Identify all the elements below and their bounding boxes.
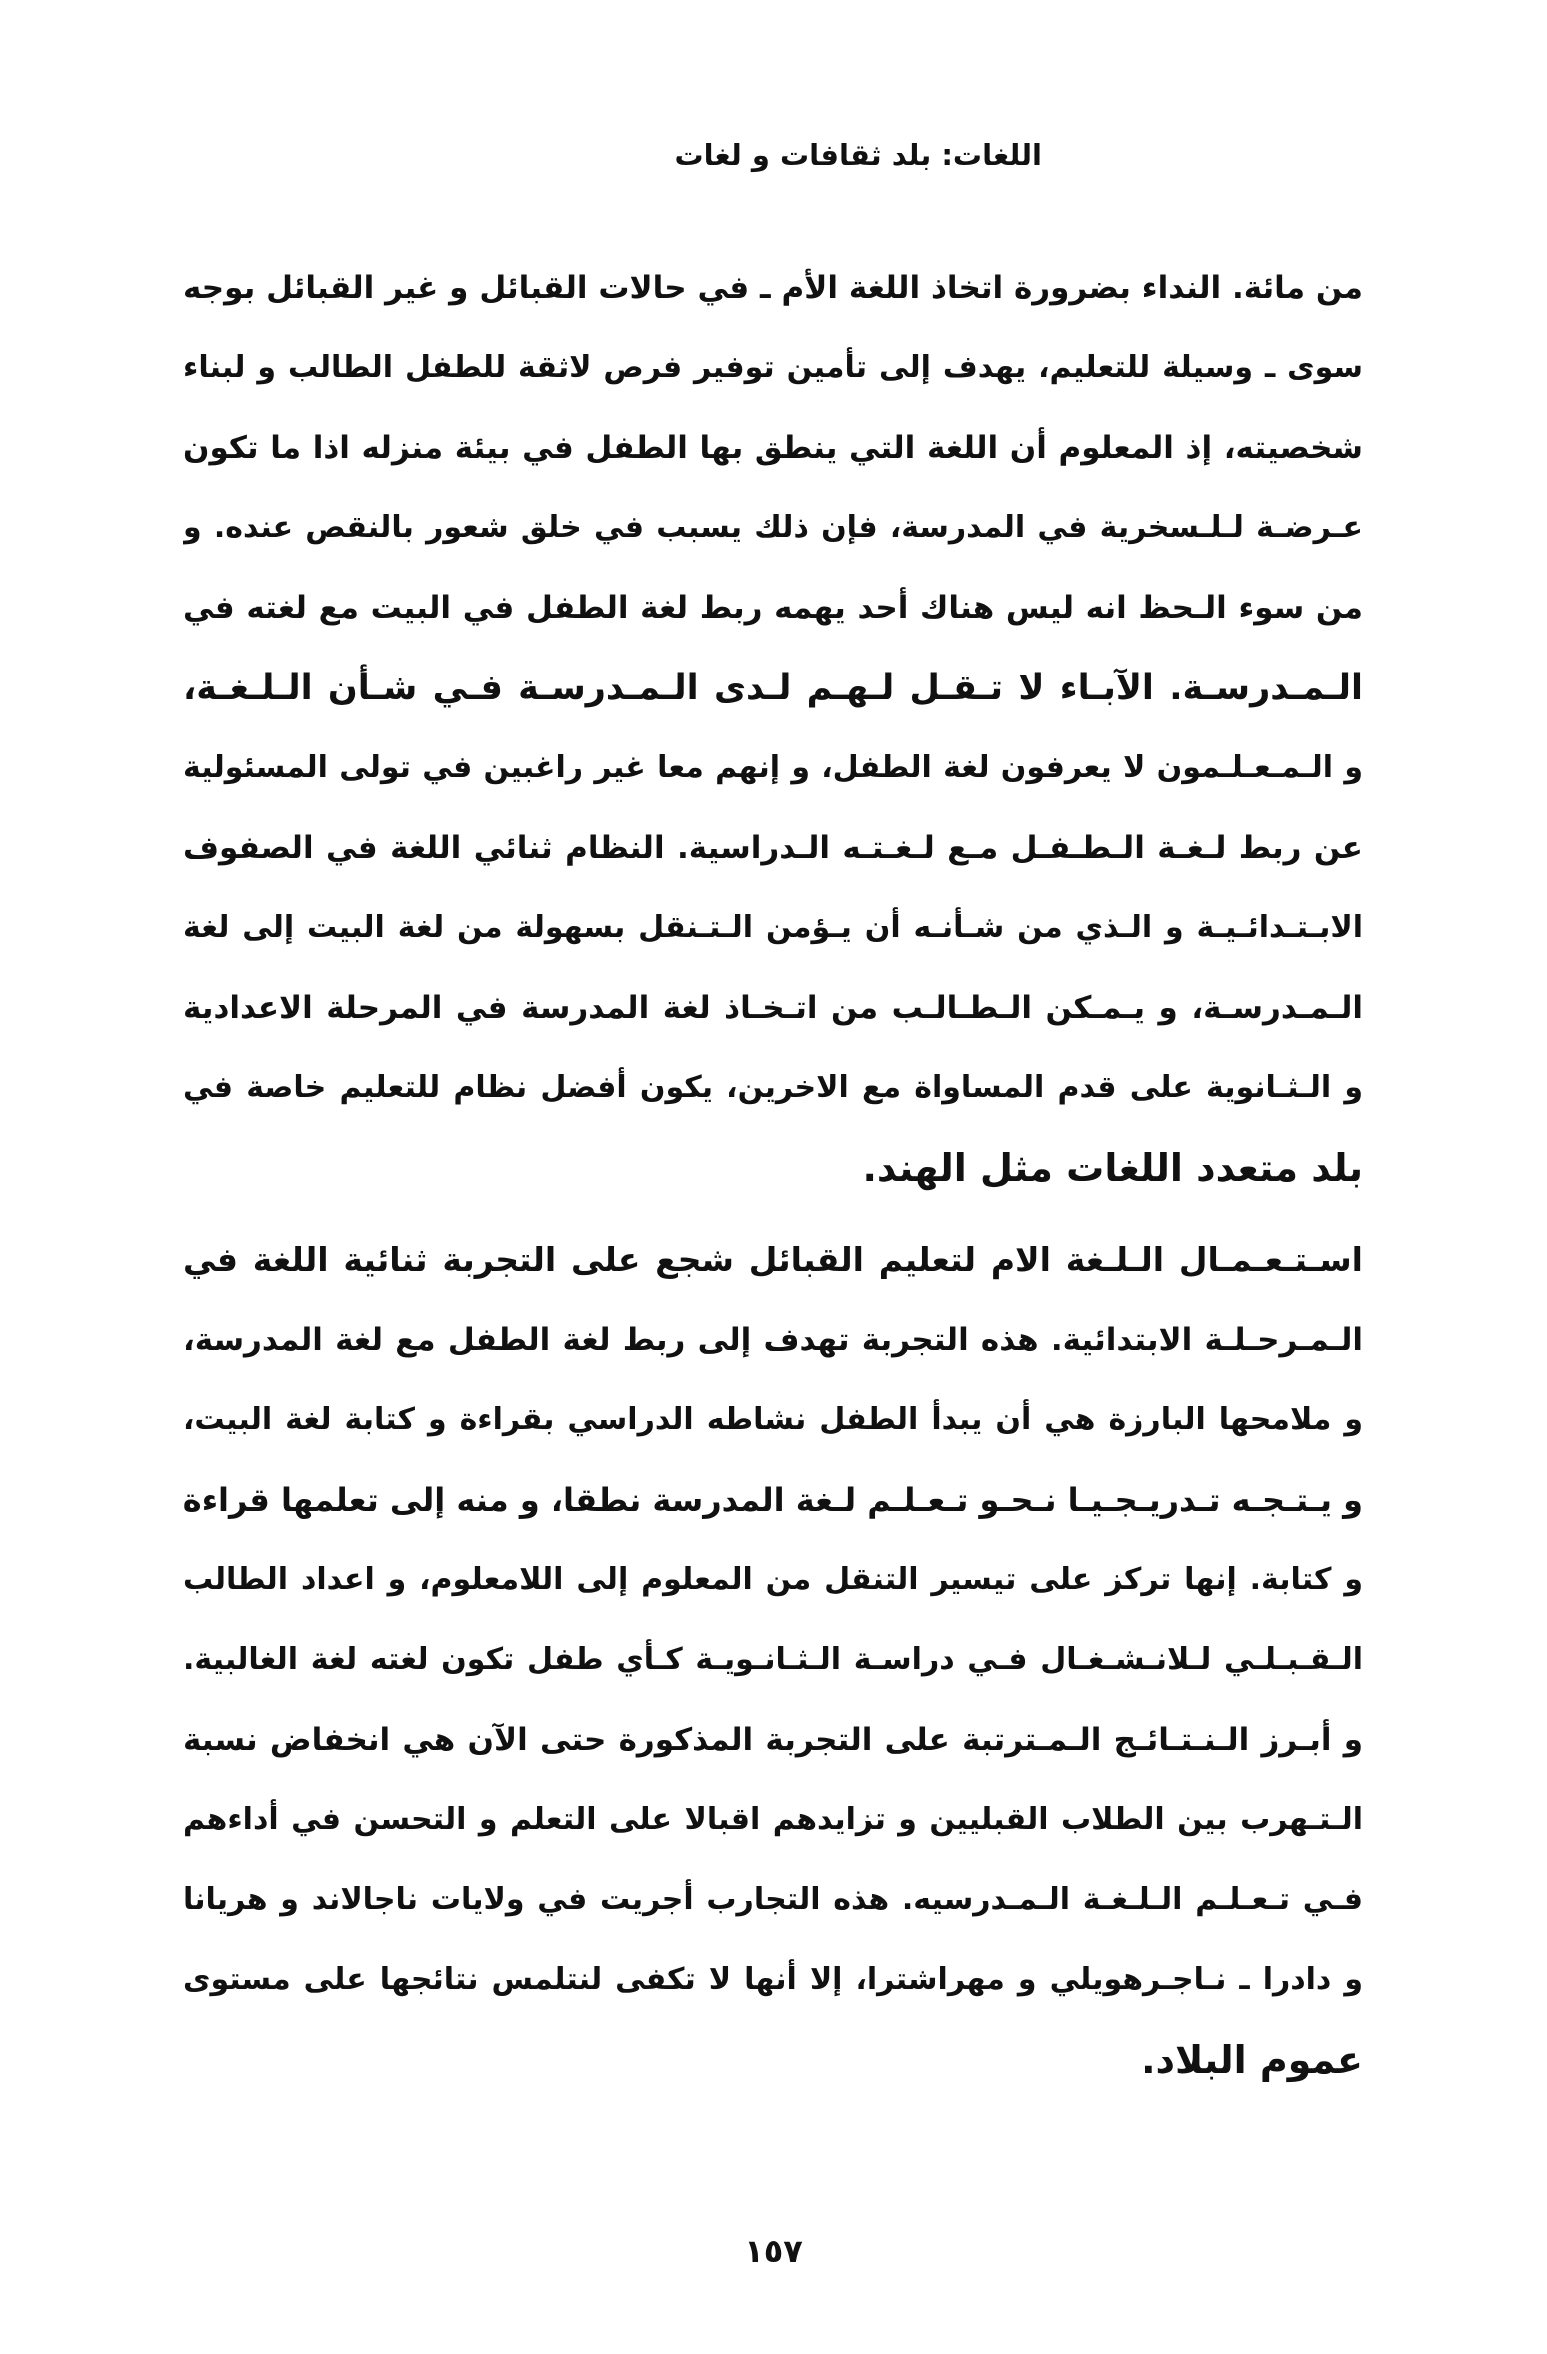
- text-line: الابـتـدائـيـة و الـذي من شـأنـه أن يـؤمن الـتـنقل بسهولة من لغة البيت إلى لغة: [183, 910, 1363, 945]
- text-line: الـمـرحـلـة الابتدائية. هذه التجربة تهدف إلى ربط لغة الطفل مع لغة المدرسة،: [183, 1322, 1363, 1358]
- text-line: الـتـهرب بين الطلاب القبليين و تزايدهم اقبالا على التعلم و التحسن في أداءهم: [183, 1802, 1363, 1837]
- text-line: و كتابة. إنها تركز على تيسير التنقل من المعلوم إلى اللامعلوم، و اعداد الطالب: [183, 1562, 1363, 1597]
- text-line: و دادرا ـ نـاجـرهويلي و مهراشترا، إلا أنها لا تكفى لنتلمس نتائجها على مستوى: [183, 1962, 1363, 1997]
- text-line: عـرضـة لـلـسخرية في المدرسة، فإن ذلك يسبب في خلق شعور بالنقص عنده. و: [183, 510, 1363, 545]
- running-header: اللغات: بلد ثقافات و لغات: [674, 138, 1042, 172]
- text-line: عن ربط لـغـة الـطـفـل مـع لـغـتـه الـدراسية. النظام ثنائي اللغة في الصفوف: [183, 830, 1363, 866]
- text-line: من سوء الـحظ انه ليس هناك أحد يهمه ربط لغة الطفل في البيت مع لغته في: [183, 590, 1363, 626]
- paragraph-2: [183, 1220, 1363, 2100]
- text-line: شخصيته، إذ المعلوم أن اللغة التي ينطق بها الطفل في بيئة منزله اذا ما تكون: [183, 430, 1363, 466]
- text-line: الـمـدرسـة، و يـمـكن الـطـالـب من اتـخـاذ لغة المدرسة في المرحلة الاعدادية: [183, 990, 1363, 1026]
- text-line: عموم البلاد.: [1141, 2038, 1363, 2082]
- text-line: من مائة. النداء بضرورة اتخاذ اللغة الأم ـ في حالات القبائل و غير القبائل بوجه: [183, 270, 1363, 306]
- paragraph-1: [183, 248, 1363, 1208]
- text-line: بلد متعدد اللغات مثل الهند.: [862, 1146, 1363, 1190]
- text-line: الـقـبـلـي لـلانـشـغـال فـي دراسـة الـثـانـويـة كـأي طفل تكون لغته لغة الغالبية.: [183, 1642, 1363, 1677]
- text-line: اسـتـعـمـال الـلـغة الام لتعليم القبائل شجع على التجربة ثنائية اللغة في: [183, 1240, 1363, 1279]
- text-line: سوى ـ وسيلة للتعليم، يهدف إلى تأمين توفير فرص لاثقة للطفل الطالب و لبناء: [183, 350, 1363, 385]
- text-line: و الـمـعـلـمون لا يعرفون لغة الطفل، و إنهم معا غير راغبين في تولى المسئولية: [183, 750, 1363, 785]
- text-line: فـي تـعـلـم الـلـغـة الـمـدرسيه. هذه التجارب أجريت في ولايات ناجالاند و هريانا: [183, 1882, 1363, 1917]
- text-line: الـمـدرسـة. الآبـاء لا تـقـل لـهـم لـدى الـمـدرسـة فـي شـأن الـلـغـة،: [183, 668, 1363, 708]
- text-line: و يـتـجـه تـدريـجـيـا نـحـو تـعـلـم لـغة المدرسة نطقا، و منه إلى تعلمها قراءة: [183, 1481, 1363, 1519]
- text-line: و ملامحها البارزة هي أن يبدأ الطفل نشاطه الدراسي بقراءة و كتابة لغة البيت،: [183, 1402, 1363, 1437]
- page-number: ١٥٧: [744, 2232, 803, 2270]
- text-line: و الـثـانوية على قدم المساواة مع الاخرين، يكون أفضل نظام للتعليم خاصة في: [183, 1070, 1363, 1105]
- text-line: و أبـرز الـنـتـائـج الـمـترتبة على التجربة المذكورة حتى الآن هي انخفاض نسبة: [183, 1722, 1363, 1758]
